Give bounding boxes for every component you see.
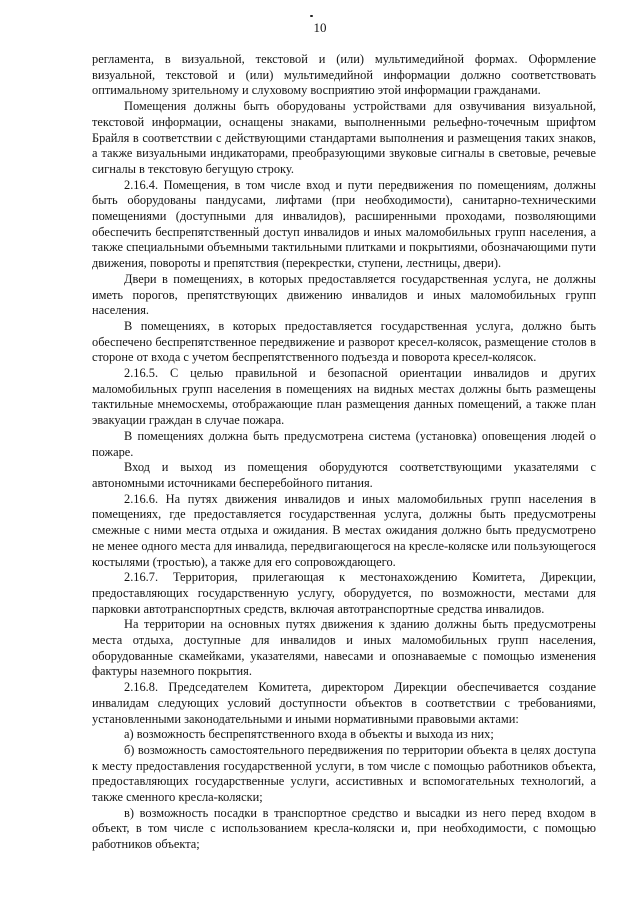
paragraph-2-16-7: 2.16.7. Территория, прилегающая к местонахождению Комитета, Дирекции, предоставляющих государственную услугу, оборудуется, по возможности, местами для парковки автотранспортных средств, включая автотранспортные средства инвалидов. <box>92 570 596 616</box>
list-item-b: б) возможность самостоятельного передвижения по территории объекта в целях доступа к месту предоставления государственной услуги, в том числе с помощью работников объекта, предоставляющих государственные услуги, ассистивных и вспомогательных технологий, а также сменного кресла-коляски; <box>92 742 596 805</box>
paragraph-entrance-exit: Вход и выход из помещения оборудуются соответствующими указателями с автономными источниками бесперебойного питания. <box>92 460 596 490</box>
page-number: 10 <box>313 20 327 35</box>
list-item-a: а) возможность беспрепятственного входа в объекты и выхода из них; <box>124 727 494 742</box>
paragraph-braille-devices: Помещения должны быть оборудованы устройствами для озвучивания визуальной, текстовой информации, оснащены знаками, выполненными рельефно-точечным шрифтом Брайля в соответствии с действующими стандартами выполнения и размещения таких знаков, а также визуальными индикаторами, преобразующими звуковые сигналы в световые, речевые сигналы в текстовую бегущую строку. <box>92 99 596 176</box>
document-body <box>92 52 596 853</box>
paragraph-wheelchair-movement: В помещениях, в которых предоставляется государственная услуга, должно быть обеспечено беспрепятственное передвижение и разворот кресел-колясок, размещение столов в стороне от входа с учетом беспрепятственного подъезда и поворота кресел-колясок. <box>92 318 596 365</box>
list-item-c: в) возможность посадки в транспортное средство и высадки из него перед входом в объект, в том числе с использованием кресла-коляски и, при необходимости, с помощью работников объекта; <box>92 805 596 852</box>
paragraph-doors: Двери в помещениях, в которых предоставляется государственная услуга, не должны иметь порогов, препятствующих движению инвалидов и иных маломобильных групп населения. <box>92 271 596 318</box>
paragraph-2-16-5: 2.16.5. С целью правильной и безопасной ориентации инвалидов и других маломобильных групп населения в помещениях на видных местах должны быть размещены тактильные мнемосхемы, отображающие план размещения данных помещений, а также план эвакуации граждан в случае пожара. <box>92 366 596 428</box>
paragraph-2-16-6: 2.16.6. На путях движения инвалидов и иных маломобильных групп населения в помещениях, где предоставляется государственная услуга, должны быть предусмотрены смежные с ними места отдыха и ожидания. В местах ожидания должно быть предусмотрено не менее одного места для инвалида, передвигающегося на кресле-коляске или пользующегося костылями (тростью), а также для его сопровождающего. <box>92 491 596 569</box>
paragraph-2-16-8: 2.16.8. Председателем Комитета, директором Дирекции обеспечивается создание инвалидам следующих условий доступности объектов в соответствии с требованиями, установленными законодательными и иными нормативными правовыми актами: <box>92 680 596 726</box>
paragraph-fire-alarm: В помещениях должна быть предусмотрена система (установка) оповещения людей о пожаре. <box>92 428 596 459</box>
paragraph-2-16-4: 2.16.4. Помещения, в том числе вход и пути передвижения по помещениям, должны быть оборудованы пандусами, лифтами (при необходимости), санитарно-техническими помещениями (доступными для инвалидов), расширенными проходами, позволяющими обеспечить беспрепятственный доступ инвалидов и иных маломобильных групп населения, а также специальными объемными тактильными плитками и покрытиями, обозначающими пути движения, повороты и препятствия (перекрестки, ступени, лестницы, двери). <box>92 177 596 271</box>
scan-speck <box>310 15 313 17</box>
paragraph-continuation: регламента, в визуальной, текстовой и (или) мультимедийной формах. Оформление визуальной, текстовой и (или) мультимедийной информации должно соответствовать оптимальному зрительному и слуховому восприятию этой информации гражданами. <box>92 52 596 98</box>
paragraph-rest-areas: На территории на основных путях движения к зданию должны быть предусмотрены места отдыха, доступные для инвалидов и иных маломобильных групп населения, оборудованные скамейками, указателями, навесами и опознаваемые с помощью изменения фактуры наземного покрытия. <box>92 617 596 679</box>
